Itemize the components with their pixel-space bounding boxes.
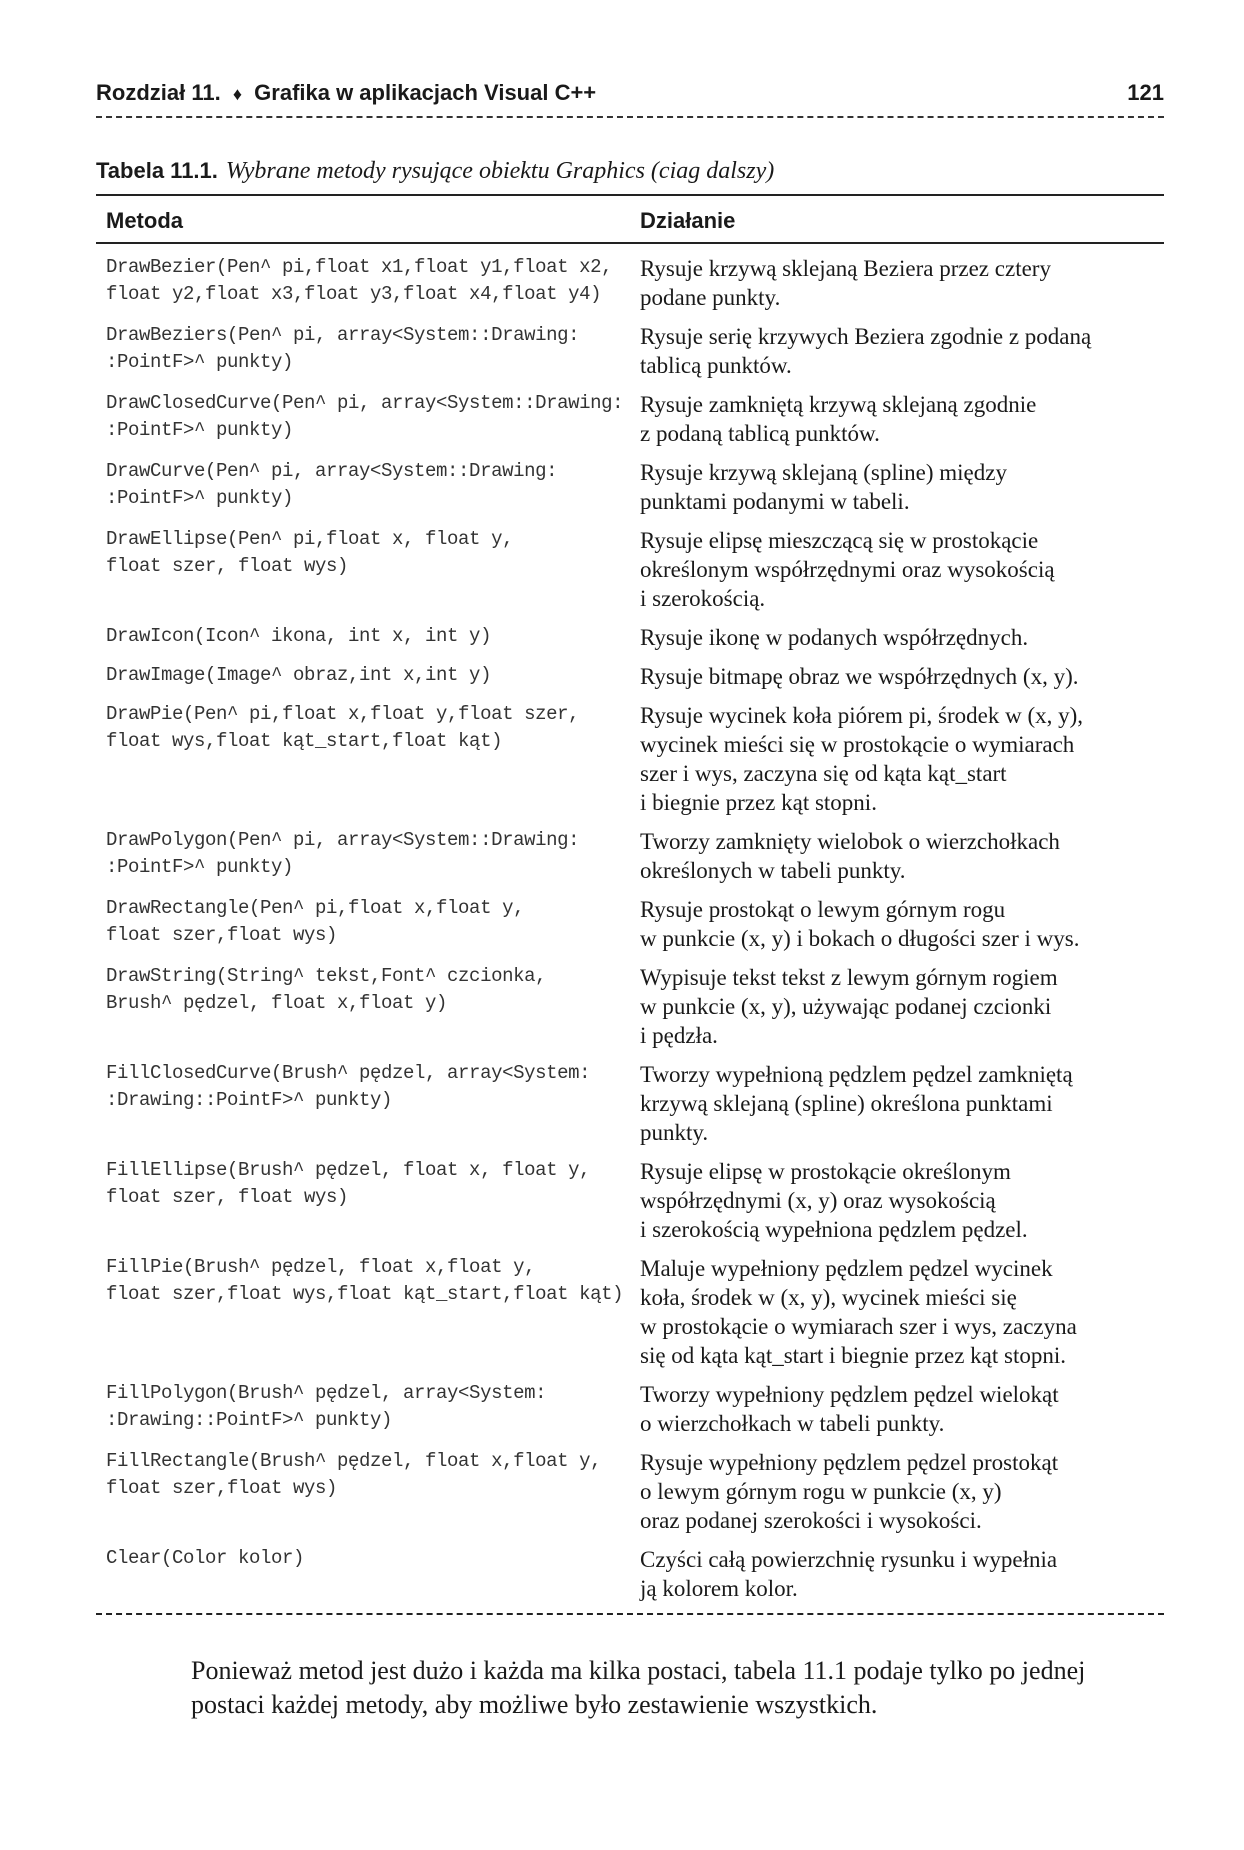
column-header-method: Metoda [106,208,183,233]
method-signature-line: DrawBezier(Pen^ pi,float x1,float y1,float x2, [106,256,613,278]
method-signature-cell [96,1545,630,1603]
method-signature-cell [96,1254,630,1370]
method-signature-cell [96,254,630,312]
method-description-line: wycinek mieści się w prostokącie o wymiarach [640,732,1075,757]
chapter-heading [96,80,596,106]
method-signature-line: :PointF>^ punkty) [106,351,294,373]
method-signature-cell [96,963,630,1050]
method-description-line: w prostokącie o wymiarach szer i wys, zaczyna [640,1314,1077,1339]
method-signature-line: :PointF>^ punkty) [106,856,294,878]
method-signature-cell [96,1060,630,1147]
method-description-line: Tworzy wypełniony pędzlem pędzel wielokąt [640,1382,1059,1407]
table-row [96,1254,1164,1370]
method-description-line: Maluje wypełniony pędzlem pędzel wycinek [640,1256,1053,1281]
method-description-line: Rysuje bitmapę obraz we współrzędnych (x, y). [640,664,1079,689]
method-signature-line: FillClosedCurve(Brush^ pędzel, array<System: [106,1062,591,1084]
method-description-line: Rysuje prostokąt o lewym górnym rogu [640,897,1006,922]
method-description-line: Rysuje elipsę w prostokącie określonym [640,1159,1011,1184]
method-signature-line: DrawString(String^ tekst,Font^ czcionka, [106,965,547,987]
table-row [96,322,1164,380]
method-signature-line: :Drawing::PointF>^ punkty) [106,1409,393,1431]
method-description-cell [630,254,1164,312]
method-signature-line: float szer, float wys) [106,1186,349,1208]
method-description-line: ją kolorem kolor. [640,1576,798,1601]
table-caption-label: Tabela 11.1. [96,158,218,183]
table-row [96,895,1164,953]
method-description-line: Rysuje krzywą sklejaną Beziera przez cztery [640,256,1051,281]
method-description-cell [630,1380,1164,1438]
method-signature-line: :PointF>^ punkty) [106,487,294,509]
method-signature-cell [96,1157,630,1244]
table-row [96,390,1164,448]
method-signature-cell [96,390,630,448]
method-description-line: Rysuje wypełniony pędzlem pędzel prostokąt [640,1450,1059,1475]
method-description-cell [630,827,1164,885]
method-description-cell [630,1448,1164,1535]
table-row [96,458,1164,516]
table-row [96,1060,1164,1147]
table-row [96,963,1164,1050]
table-row [96,1545,1164,1603]
method-signature-line: Brush^ pędzel, float x,float y) [106,992,448,1014]
method-description-line: się od kąta kąt_start i biegnie przez kąt stopni. [640,1343,1067,1368]
method-description-cell [630,963,1164,1050]
method-description-line: szer i wys, zaczyna się od kąta kąt_start [640,761,1007,786]
method-description-cell [630,526,1164,613]
method-description-line: i szerokością wypełniona pędzlem pędzel. [640,1217,1028,1242]
table-row [96,1157,1164,1244]
method-signature-line: float szer,float wys,float kąt_start,float kąt) [106,1283,624,1305]
table-row [96,1380,1164,1438]
table-bottom-rule [96,1613,1164,1615]
method-description-line: Rysuje elipsę mieszczącą się w prostokącie [640,528,1039,553]
method-description-line: o lewym górnym rogu w punkcie (x, y) [640,1479,1002,1504]
method-description-cell [630,1545,1164,1603]
page-number: 121 [1127,80,1164,105]
method-description-line: Rysuje wycinek koła piórem pi, środek w (x, y), [640,703,1084,728]
method-description-line: i szerokością. [640,586,766,611]
method-signature-line: FillRectangle(Brush^ pędzel, float x,float y, [106,1450,602,1472]
method-description-line: oraz podanej szerokości i wysokości. [640,1508,982,1533]
method-signature-line: :Drawing::PointF>^ punkty) [106,1089,393,1111]
method-signature-cell [96,662,630,691]
table-row [96,526,1164,613]
method-signature-line: DrawCurve(Pen^ pi, array<System::Drawing: [106,460,558,482]
method-description-line: w punkcie (x, y), używając podanej czcionki [640,994,1052,1019]
method-description-line: Tworzy wypełnioną pędzlem pędzel zamkniętą [640,1062,1073,1087]
method-signature-line: DrawRectangle(Pen^ pi,float x,float y, [106,897,525,919]
column-header-description: Działanie [640,208,736,233]
table-body [96,244,1164,1603]
table-row [96,254,1164,312]
method-description-cell [630,623,1164,652]
method-signature-line: DrawIcon(Icon^ ikona, int x, int y) [106,625,492,647]
method-description-line: punkty. [640,1120,709,1145]
method-signature-line: FillPie(Brush^ pędzel, float x,float y, [106,1256,536,1278]
method-description-cell [630,390,1164,448]
method-description-line: Czyści całą powierzchnię rysunku i wypełnia [640,1547,1058,1572]
method-signature-line: Clear(Color kolor) [106,1547,305,1569]
method-description-cell [630,322,1164,380]
method-description-line: w punkcie (x, y) i bokach o długości szer i wys. [640,926,1080,951]
method-signature-line: float szer,float wys) [106,1477,338,1499]
method-description-line: współrzędnymi (x, y) oraz wysokością [640,1188,996,1213]
method-description-line: określonych w tabeli punkty. [640,858,906,883]
method-description-line: Rysuje serię krzywych Beziera zgodnie z podaną [640,324,1092,349]
method-description-cell [630,458,1164,516]
method-description-line: tablicą punktów. [640,353,792,378]
method-signature-line: FillPolygon(Brush^ pędzel, array<System: [106,1382,547,1404]
methods-table [96,194,1164,1615]
method-description-line: o wierzchołkach w tabeli punkty. [640,1411,945,1436]
method-description-line: Tworzy zamknięty wielobok o wierzchołkach [640,829,1060,854]
method-signature-cell [96,701,630,817]
table-row [96,1448,1164,1535]
method-description-cell [630,701,1164,817]
method-description-line: Wypisuje tekst tekst z lewym górnym rogiem [640,965,1058,990]
method-signature-cell [96,322,630,380]
method-signature-line: float y2,float x3,float y3,float x4,float y4) [106,283,602,305]
method-description-cell [630,1157,1164,1244]
table-row [96,623,1164,652]
method-signature-line: :PointF>^ punkty) [106,419,294,441]
table-row [96,827,1164,885]
method-signature-line: FillEllipse(Brush^ pędzel, float x, float y, [106,1159,591,1181]
method-description-line: z podaną tablicą punktów. [640,421,880,446]
chapter-title: Grafika w aplikacjach Visual C++ [254,80,597,105]
table-row [96,701,1164,817]
method-signature-cell [96,526,630,613]
method-signature-cell [96,1380,630,1438]
method-description-line: podane punkty. [640,285,781,310]
table-caption [96,158,1164,185]
method-description-line: Rysuje ikonę w podanych współrzędnych. [640,625,1029,650]
table-row [96,662,1164,691]
table-caption-text: Wybrane metody rysujące obiektu Graphics (ciag dalszy) [225,158,775,184]
method-description-cell [630,1060,1164,1147]
method-description-line: określonym współrzędnymi oraz wysokością [640,557,1055,582]
method-signature-cell [96,895,630,953]
method-signature-line: float szer, float wys) [106,555,349,577]
method-signature-line: DrawPie(Pen^ pi,float x,float y,float szer, [106,703,580,725]
method-description-line: Rysuje zamkniętą krzywą sklejaną zgodnie [640,392,1037,417]
table-header-row [96,196,1164,244]
method-signature-line: DrawClosedCurve(Pen^ pi, array<System::Drawing: [106,392,624,414]
method-description-line: i biegnie przez kąt stopni. [640,790,877,815]
method-signature-line: float szer,float wys) [106,924,338,946]
method-description-line: krzywą sklejaną (spline) określona punktami [640,1091,1053,1116]
diamond-icon: ♦ [232,84,243,104]
method-signature-line: float wys,float kąt_start,float kąt) [106,730,503,752]
method-signature-line: DrawImage(Image^ obraz,int x,int y) [106,664,492,686]
method-signature-cell [96,827,630,885]
method-signature-line: DrawPolygon(Pen^ pi, array<System::Drawing: [106,829,580,851]
body-paragraph: Ponieważ metod jest dużo i każda ma kilka postaci, tabela 11.1 podaje tylko po jednej postaci każdej metody, aby możliwe było zestawienie wszystkich. [191,1656,1086,1719]
method-signature-cell [96,458,630,516]
method-description-line: Rysuje krzywą sklejaną (spline) między [640,460,1007,485]
method-signature-line: DrawBeziers(Pen^ pi, array<System::Drawing: [106,324,580,346]
method-description-line: i pędzła. [640,1023,718,1048]
method-signature-line: DrawEllipse(Pen^ pi,float x, float y, [106,528,514,550]
method-description-line: punktami podanymi w tabeli. [640,489,910,514]
chapter-number: Rozdział 11. [96,80,221,105]
method-description-cell [630,662,1164,691]
method-signature-cell [96,623,630,652]
running-header [96,76,1164,118]
method-description-cell [630,1254,1164,1370]
method-description-line: koła, środek w (x, y), wycinek mieści się [640,1285,1017,1310]
method-signature-cell [96,1448,630,1535]
method-description-cell [630,895,1164,953]
